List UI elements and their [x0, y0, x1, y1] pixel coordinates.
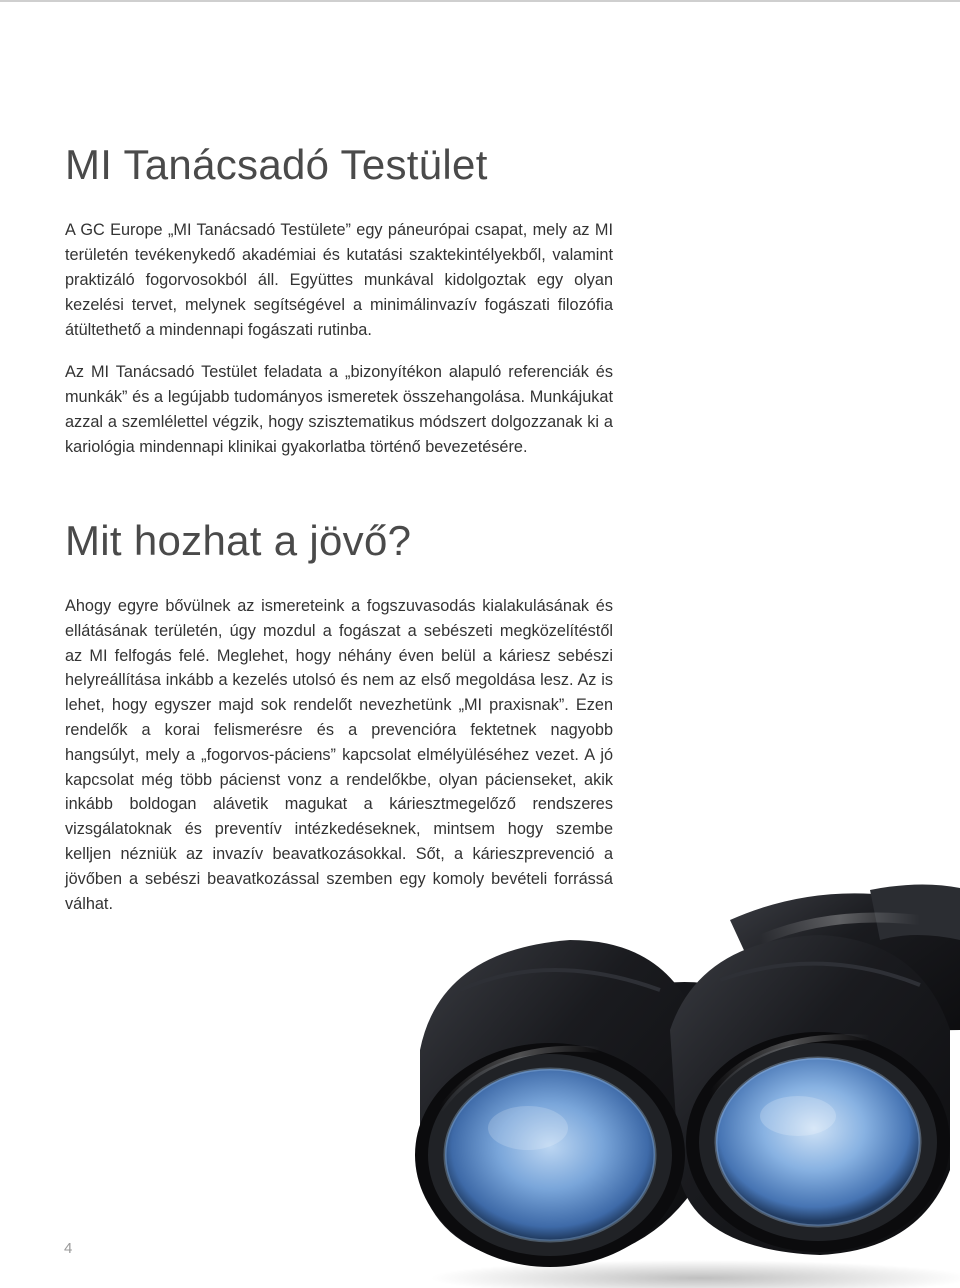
paragraph-future: Ahogy egyre bővülnek az ismereteink a fogszuvasodás kialakulásának és ellátásának területén, úgy mozdul a fogászat a sebészeti megközelítéstől az MI felfogás felé. Meglehet, hogy néhány éven belül a káriesz sebészi helyreállítása inkább a kezelés utolsó és nem az első megoldása lesz. Az is lehet, hogy egyszer majd sok rendelőt nevezhetünk „MI praxisnak”. Ezen rendelők a korai felismerésre és a prevencióra fektetnek nagyobb hangsúlyt, mely a „fogorvos-páciens” kapcsolat elmélyüléséhez vezet. A jó kapcsolat még több pácienst vonz a rendelőkbe, olyan pácienseket, akik inkább boldogan alávetik magukat a káriesztmegelőző rendszeres vizsgálatoknak és preventív intézkedéseknek, mintsem hogy szembe kelljen nézniük az invazív beavatkozásokkal. Sőt, a kárieszprevenció a jövőben a sebészi beavatkozással szemben egy komoly bevételi forrássá válhat.	[65, 596, 613, 913]
paragraph-board-task: Az MI Tanácsadó Testület feladata a „bizonyítékon alapuló referenciák és munkák” és a legújabb tudományos ismeretek összehangolása. Munkájukat azzal a szemlélettel végzik, hogy szisztematikus módszert dolgozzanak ki a kariológia mindennapi klinikai gyakorlatba történő bevezetésére.	[65, 363, 613, 456]
page-number: 4	[64, 1240, 73, 1257]
section-heading-advisory-board: MI Tanácsadó Testület	[65, 141, 488, 188]
paragraph-intro: A GC Europe „MI Tanácsadó Testülete” egy páneurópai csapat, mely az MI területén tevékenykedő akadémiai és kutatási szaktekintélyekből, valamint praktizáló fogorvosokból áll. Együttes munkával kidolgoztak egy olyan kezelési tervet, melynek segítségével a minimálinvazív fogászati filozófia átültethető a mindennapi fogászati rutinba.	[65, 221, 613, 339]
section-heading-future: Mit hozhat a jövő?	[65, 516, 412, 564]
top-rule	[0, 0, 960, 2]
page-content	[65, 140, 613, 934]
binoculars-photo	[400, 880, 960, 1288]
